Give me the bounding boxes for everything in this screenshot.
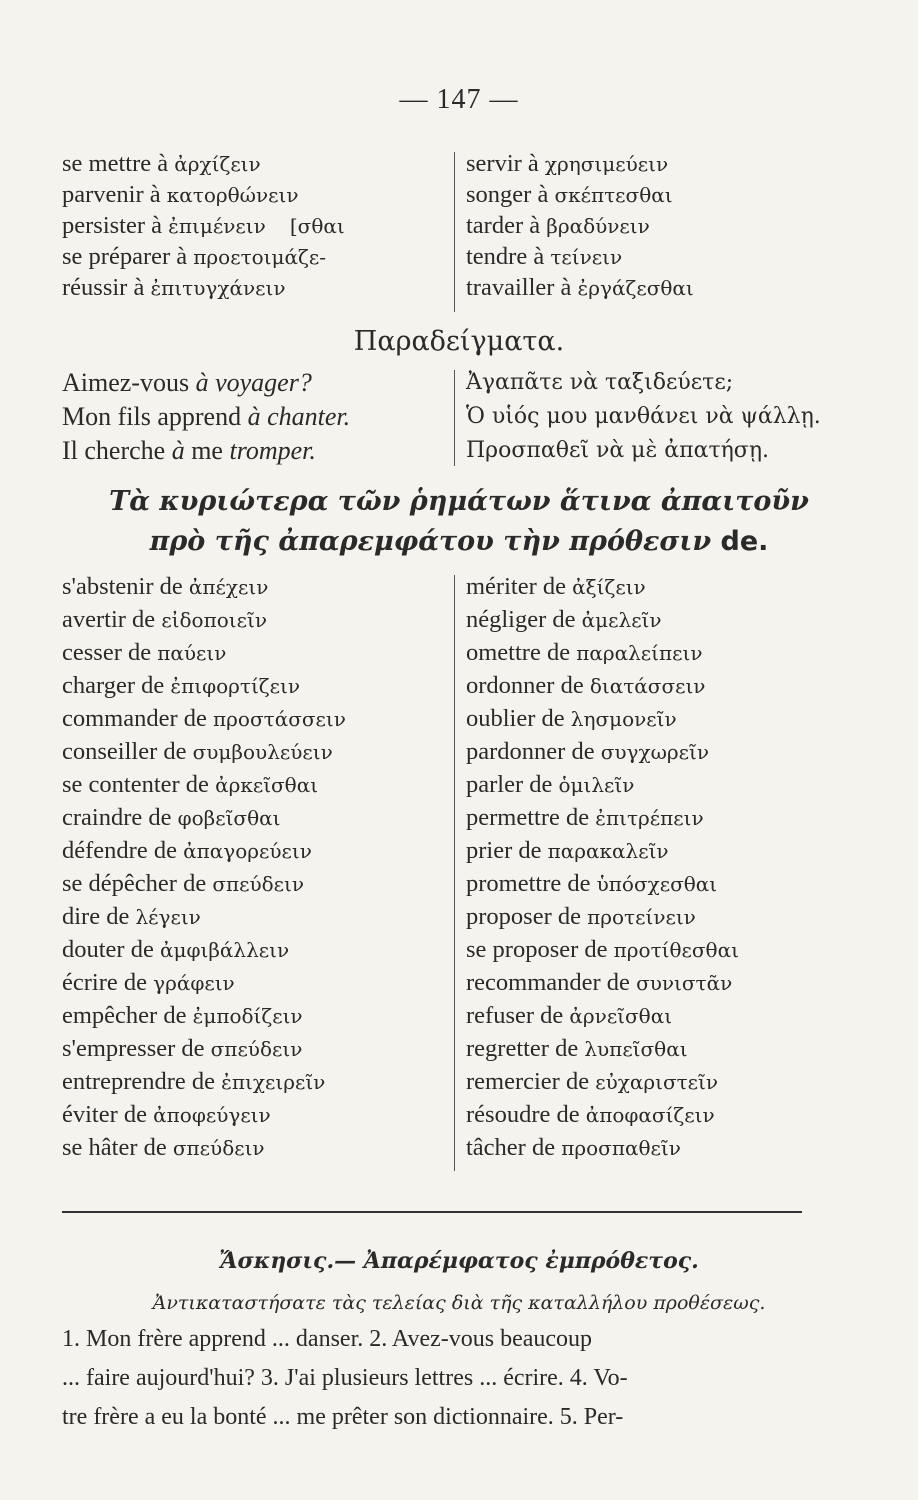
french-verb: commander de (62, 705, 207, 732)
de-verb-row (62, 674, 300, 699)
french-verb: craindre de (62, 804, 172, 831)
greek-verb: ἐπιτυγχάνειν (150, 276, 286, 300)
section-title-line2: πρὸ τῆς ἀπαρεμφάτου τὴν πρόθεσιν de. (149, 526, 769, 557)
french-verb: s'empresser de (62, 1035, 205, 1062)
de-verb-row (466, 1037, 688, 1062)
greek-verb: σπεύδειν (172, 1136, 265, 1160)
de-verb-row (466, 1070, 718, 1095)
exercise-text (62, 1320, 802, 1437)
greek-verb: ἀρκεῖσθαι (215, 773, 319, 797)
french-verb: regretter de (466, 1035, 579, 1062)
greek-verb: σπεύδειν (212, 872, 305, 896)
column-divider (454, 575, 455, 1171)
de-verb-row (62, 1103, 271, 1128)
french-verb: remercier de (466, 1068, 590, 1095)
french-verb: songer à (466, 181, 549, 208)
de-verb-row (62, 641, 226, 666)
de-verb-row (466, 740, 709, 765)
greek-verb: ἐπιτρέπειν (595, 806, 704, 830)
greek-verb: ἀπαγορεύειν (183, 839, 312, 863)
example-fr-1: Aimez-vous à voyager? (62, 368, 312, 397)
french-verb: défendre de (62, 837, 177, 864)
a-verb-row (62, 276, 286, 301)
greek-verb: προτίθεσθαι (613, 938, 739, 962)
french-verb: persister à (62, 212, 162, 239)
greek-verb: ἀπέχειν (188, 575, 269, 599)
de-verb-row (466, 707, 677, 732)
greek-verb: εὐχαριστεῖν (595, 1070, 719, 1094)
greek-verb: ἐπιμένειν (168, 214, 266, 238)
example-gr-3: Προσπαθεῖ νὰ μὲ ἀπατήσῃ. (466, 438, 769, 463)
greek-verb: παραλείπειν (576, 641, 703, 665)
french-verb: écrire de (62, 969, 147, 996)
french-verb: se proposer de (466, 936, 608, 963)
de-verb-row (466, 1136, 681, 1161)
a-verb-row (62, 245, 326, 270)
greek-verb: συγχωρεῖν (600, 740, 710, 764)
french-verb: se contenter de (62, 771, 209, 798)
de-verb-row (62, 1037, 302, 1062)
greek-verb: συνιστᾶν (636, 971, 733, 995)
example-fr-2: Mon fils apprend à chanter. (62, 402, 351, 431)
greek-verb: ἐπιφορτίζειν (170, 674, 301, 698)
greek-verb: σπεύδειν (210, 1037, 303, 1061)
de-verb-row (466, 971, 732, 996)
a-verb-row (466, 183, 673, 208)
french-verb: travailler à (466, 274, 572, 301)
french-verb: empêcher de (62, 1002, 187, 1029)
exercise-line-1: 1. Mon frère apprend ... danser. 2. Avez-vous beaucoup (62, 1326, 593, 1352)
french-verb: parler de (466, 771, 553, 798)
greek-verb: λέγειν (135, 905, 201, 929)
greek-verb: ὑπόσχεσθαι (596, 872, 718, 896)
de-verb-row (466, 773, 634, 798)
examples-heading: Παραδείγματα. (353, 326, 565, 357)
de-verb-row (62, 773, 318, 798)
a-verb-row (62, 152, 261, 177)
french-verb: se dépêcher de (62, 870, 207, 897)
french-verb: proposer de (466, 903, 581, 930)
de-verb-row (466, 1103, 715, 1128)
french-verb: pardonner de (466, 738, 595, 765)
greek-verb: ἐπιχειρεῖν (221, 1070, 326, 1094)
de-verb-row (466, 806, 704, 831)
greek-verb: προσπαθεῖν (561, 1136, 681, 1160)
de-verb-row (466, 938, 739, 963)
greek-verb: ἀποφασίζειν (585, 1103, 715, 1127)
greek-verb: φοβεῖσθαι (177, 806, 281, 830)
french-verb: prier de (466, 837, 542, 864)
french-verb: oublier de (466, 705, 565, 732)
greek-verb: παρακαλεῖν (547, 839, 669, 863)
greek-verb: προτείνειν (587, 905, 696, 929)
de-verb-row (466, 608, 662, 633)
french-verb: tâcher de (466, 1134, 556, 1161)
greek-verb: σκέπτεσθαι (554, 183, 673, 207)
de-verb-row (62, 938, 289, 963)
greek-verb: συμβουλεύειν (192, 740, 333, 764)
de-verb-row (62, 707, 346, 732)
french-verb: réussir à (62, 274, 145, 301)
french-verb: servir à (466, 150, 539, 177)
exercise-title: Ἄσκησις.— Ἀπαρέμφατος ἐμπρόθετος. (219, 1248, 699, 1274)
de-verb-row (466, 839, 669, 864)
french-verb: négliger de (466, 606, 576, 633)
de-verb-row (466, 1004, 672, 1029)
de-verb-row (62, 740, 333, 765)
french-verb: éviter de (62, 1101, 148, 1128)
de-verb-row (62, 872, 304, 897)
example-fr-3: Il cherche à me tromper. (62, 436, 316, 465)
greek-verb: παύειν (157, 641, 227, 665)
greek-verb: ἀρχίζειν (174, 152, 261, 176)
de-verb-row (62, 806, 280, 831)
exercise-line-2: ... faire aujourd'hui? 3. J'ai plusieurs lettres ... écrire. 4. Vo- (62, 1365, 628, 1391)
de-verb-row (62, 575, 268, 600)
french-verb: omettre de (466, 639, 571, 666)
de-verb-row (62, 839, 312, 864)
french-verb: se mettre à (62, 150, 169, 177)
greek-verb: διατάσσειν (589, 674, 706, 698)
greek-verb: ἐμποδίζειν (192, 1004, 303, 1028)
greek-verb: γράφειν (153, 971, 235, 995)
french-verb: se hâter de (62, 1134, 167, 1161)
greek-verb: λησμονεῖν (570, 707, 677, 731)
french-verb: avertir de (62, 606, 156, 633)
example-gr-2: Ὁ υἱός μου μανθάνει νὰ ψάλλῃ. (466, 404, 821, 429)
a-verb-row (62, 214, 345, 239)
example-gr-1: Ἀγαπᾶτε νὰ ταξιδεύετε; (466, 370, 734, 395)
de-verb-row (466, 674, 705, 699)
french-verb: recommander de (466, 969, 630, 996)
french-verb: parvenir à (62, 181, 161, 208)
french-verb: promettre de (466, 870, 591, 897)
french-verb: se préparer à (62, 243, 188, 270)
french-verb: entreprendre de (62, 1068, 216, 1095)
greek-verb: ὁμιλεῖν (558, 773, 635, 797)
a-verb-row (466, 214, 650, 239)
page-number: — 147 — (399, 84, 519, 115)
french-verb: tarder à (466, 212, 541, 239)
greek-verb: προετοιμάζε- (193, 245, 326, 269)
greek-verb: ἀποφεύγειν (153, 1103, 271, 1127)
greek-verb: ἀρνεῖσθαι (569, 1004, 673, 1028)
a-verb-row (62, 183, 299, 208)
de-verb-row (62, 905, 201, 930)
greek-verb: τείνειν (550, 245, 623, 269)
greek-verb: εἰδοποιεῖν (161, 608, 267, 632)
exercise-line-3: tre frère a eu la bonté ... me prêter son dictionnaire. 5. Per- (62, 1404, 624, 1430)
column-divider (454, 370, 455, 466)
french-verb: douter de (62, 936, 154, 963)
a-verb-row (466, 245, 622, 270)
de-verb-row (62, 1070, 325, 1095)
greek-verb: ἀμελεῖν (581, 608, 662, 632)
greek-verb: χρησιμεύειν (544, 152, 669, 176)
greek-suffix: [σθαι (289, 214, 345, 238)
french-verb: dire de (62, 903, 130, 930)
a-verb-row (466, 276, 694, 301)
de-verbs-list (62, 575, 812, 1175)
greek-verb: προστάσσειν (213, 707, 346, 731)
french-verb: permettre de (466, 804, 590, 831)
a-verbs-list (62, 152, 812, 312)
de-verb-row (62, 608, 267, 633)
french-verb: tendre à (466, 243, 545, 270)
french-verb: conseiller de (62, 738, 187, 765)
greek-verb: ἀξίζειν (572, 575, 646, 599)
section-title-line1: Τὰ κυριώτερα τῶν ῥημάτων ἅτινα ἀπαιτοῦν (109, 486, 809, 517)
examples-list (62, 368, 821, 470)
exercise-instruction: Ἀντικαταστήσατε τὰς τελείας διὰ τῆς καταλλήλου προθέσεως. (152, 1292, 766, 1314)
greek-verb: κατορθώνειν (166, 183, 299, 207)
de-verb-row (466, 641, 703, 666)
a-verb-row (466, 152, 668, 177)
de-verb-row (62, 1136, 265, 1161)
french-verb: charger de (62, 672, 165, 699)
french-verb: s'abstenir de (62, 573, 183, 600)
french-verb: mériter de (466, 573, 566, 600)
section-divider (62, 1211, 802, 1213)
greek-verb: λυπεῖσθαι (584, 1037, 688, 1061)
de-verb-row (62, 971, 235, 996)
french-verb: refuser de (466, 1002, 564, 1029)
greek-verb: ἐργάζεσθαι (577, 276, 694, 300)
de-verb-row (466, 575, 646, 600)
greek-verb: βραδύνειν (546, 214, 650, 238)
french-verb: ordonner de (466, 672, 584, 699)
de-verb-row (466, 905, 696, 930)
french-verb: résoudre de (466, 1101, 580, 1128)
de-verb-row (62, 1004, 303, 1029)
de-verb-row (466, 872, 717, 897)
french-verb: cesser de (62, 639, 152, 666)
greek-verb: ἀμφιβάλλειν (159, 938, 290, 962)
column-divider (454, 152, 455, 312)
